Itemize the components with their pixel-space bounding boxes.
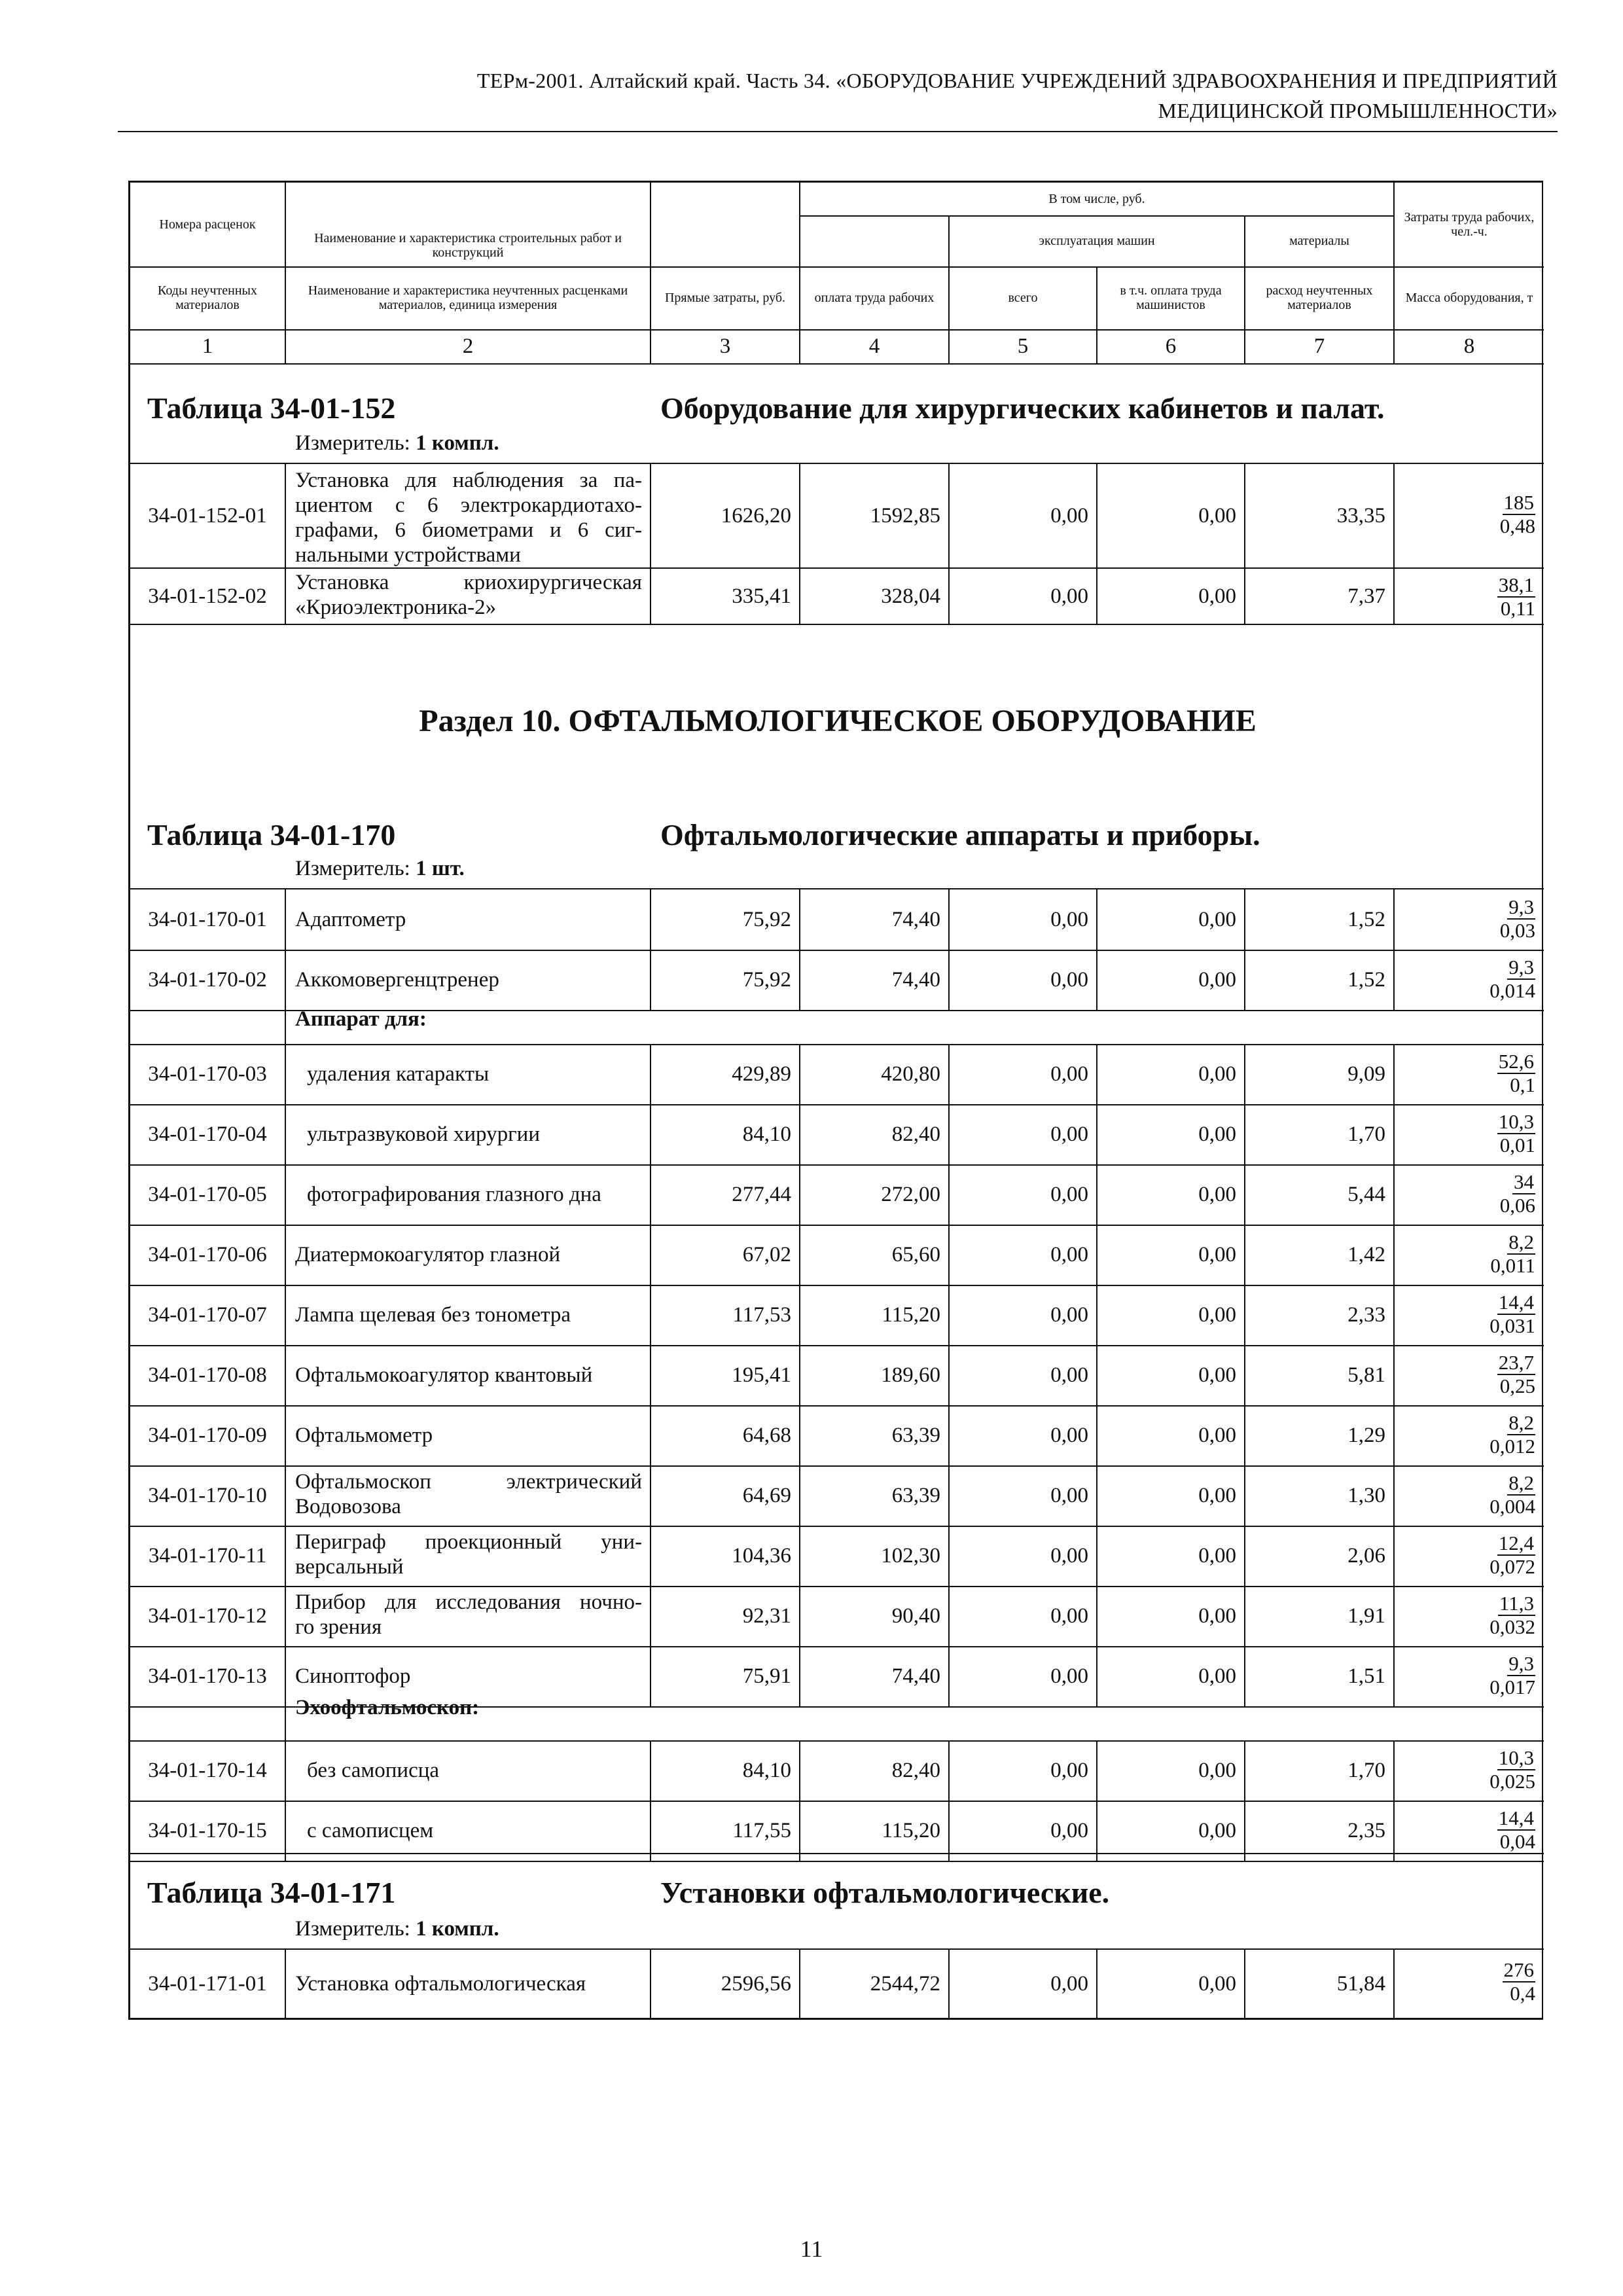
machines-total: 0,00 bbox=[1050, 1664, 1088, 1688]
work-name: без самописца bbox=[307, 1759, 440, 1782]
labor-mass-fraction bbox=[1489, 1653, 1535, 1698]
labor-pay: 74,40 bbox=[891, 1664, 940, 1688]
column-number: 7 bbox=[1313, 334, 1325, 358]
work-name: Синоптофор bbox=[295, 1664, 411, 1688]
header-labor-pay: оплата труда рабочих bbox=[814, 291, 935, 305]
rate-code: 34-01-170-13 bbox=[148, 1664, 267, 1688]
machines-total: 0,00 bbox=[1050, 1483, 1088, 1507]
labor-mass-fraction bbox=[1489, 1291, 1535, 1337]
labor-hours: 9,3 bbox=[1508, 1652, 1534, 1675]
labor-hours: 8,2 bbox=[1508, 1411, 1534, 1434]
labor-hours: 14,4 bbox=[1498, 1291, 1534, 1314]
labor-pay: 65,60 bbox=[891, 1242, 940, 1266]
page-number: 11 bbox=[800, 2236, 823, 2262]
labor-pay: 115,20 bbox=[882, 1302, 940, 1327]
materials-cost: 1,51 bbox=[1347, 1664, 1385, 1688]
labor-hours: 10,3 bbox=[1498, 1110, 1534, 1133]
rate-code: 34-01-170-15 bbox=[148, 1818, 267, 1842]
machines-total: 0,00 bbox=[1050, 1182, 1088, 1206]
materials-cost: 1,30 bbox=[1347, 1483, 1385, 1507]
rate-code: 34-01-170-05 bbox=[148, 1182, 267, 1206]
labor-mass-fraction bbox=[1497, 574, 1535, 620]
labor-mass-fraction bbox=[1490, 1231, 1535, 1277]
labor-hours: 34 bbox=[1514, 1170, 1534, 1193]
direct-costs: 1626,20 bbox=[721, 503, 791, 528]
operators-pay: 0,00 bbox=[1198, 1483, 1236, 1507]
materials-cost: 2,06 bbox=[1347, 1543, 1385, 1568]
labor-pay: 90,40 bbox=[891, 1604, 940, 1628]
direct-costs: 67,02 bbox=[742, 1242, 791, 1266]
materials-cost: 1,70 bbox=[1347, 1122, 1385, 1146]
labor-hours: 9,3 bbox=[1508, 895, 1534, 918]
operators-pay: 0,00 bbox=[1198, 1242, 1236, 1266]
equipment-mass: 0,012 bbox=[1489, 1435, 1535, 1458]
header-material-description: Наименование и характеристика неучтенных расценками материалов, единица измерения bbox=[308, 283, 628, 312]
rate-code: 34-01-170-01 bbox=[148, 907, 267, 931]
labor-pay: 82,40 bbox=[891, 1122, 940, 1146]
work-name: Аккомовергенцтренер bbox=[295, 968, 499, 992]
equipment-mass: 0,032 bbox=[1489, 1615, 1535, 1638]
column-number: 2 bbox=[462, 334, 474, 358]
equipment-mass: 0,48 bbox=[1499, 514, 1535, 537]
equipment-mass: 0,004 bbox=[1489, 1495, 1535, 1518]
labor-mass-fraction bbox=[1489, 1472, 1535, 1518]
operators-pay: 0,00 bbox=[1198, 1971, 1236, 1996]
labor-hours: 12,4 bbox=[1498, 1532, 1534, 1554]
operators-pay: 0,00 bbox=[1198, 1604, 1236, 1628]
rate-code: 34-01-170-06 bbox=[148, 1242, 267, 1266]
direct-costs: 2596,56 bbox=[721, 1971, 791, 1996]
rate-code: 34-01-170-04 bbox=[148, 1122, 267, 1146]
operators-pay: 0,00 bbox=[1198, 1182, 1236, 1206]
labor-pay: 1592,85 bbox=[870, 503, 940, 528]
labor-hours: 52,6 bbox=[1498, 1050, 1534, 1073]
rate-code: 34-01-170-07 bbox=[148, 1302, 267, 1327]
operators-pay: 0,00 bbox=[1198, 503, 1236, 528]
machines-total: 0,00 bbox=[1050, 907, 1088, 931]
operators-pay: 0,00 bbox=[1198, 1062, 1236, 1086]
direct-costs: 75,91 bbox=[742, 1664, 791, 1688]
direct-costs: 117,53 bbox=[732, 1302, 791, 1327]
rate-code: 34-01-170-02 bbox=[148, 967, 267, 992]
equipment-mass: 0,017 bbox=[1489, 1676, 1535, 1698]
materials-cost: 1,52 bbox=[1347, 907, 1385, 931]
materials-cost: 1,91 bbox=[1347, 1604, 1385, 1628]
operators-pay: 0,00 bbox=[1198, 1363, 1236, 1387]
header-direct-costs: Прямые затраты, руб. bbox=[664, 291, 786, 305]
rate-code: 34-01-170-08 bbox=[148, 1363, 267, 1387]
machines-total: 0,00 bbox=[1050, 1818, 1088, 1842]
materials-cost: 9,09 bbox=[1347, 1062, 1385, 1086]
materials-cost: 7,37 bbox=[1347, 584, 1385, 608]
labor-mass-fraction bbox=[1497, 1352, 1535, 1397]
materials-cost: 1,70 bbox=[1347, 1758, 1385, 1782]
running-head-line-2: МЕДИЦИНСКОЙ ПРОМЫШЛЕННОСТИ» bbox=[1158, 99, 1558, 122]
operators-pay: 0,00 bbox=[1198, 1758, 1236, 1782]
operators-pay: 0,00 bbox=[1198, 1664, 1236, 1688]
labor-mass-fraction bbox=[1489, 1592, 1535, 1638]
labor-pay: 115,20 bbox=[882, 1818, 940, 1842]
machines-total: 0,00 bbox=[1050, 967, 1088, 992]
labor-mass-fraction bbox=[1489, 1412, 1535, 1458]
section-title: Раздел 10. ОФТАЛЬМОЛОГИЧЕСКОЕ ОБОРУДОВАНИЕ bbox=[419, 704, 1257, 738]
labor-mass-fraction bbox=[1500, 492, 1535, 537]
header-operators-pay: в т.ч. оплата труда машинистов bbox=[1120, 283, 1222, 312]
direct-costs: 335,41 bbox=[732, 584, 791, 608]
operators-pay: 0,00 bbox=[1198, 1302, 1236, 1327]
labor-mass-fraction bbox=[1497, 1050, 1535, 1096]
equipment-mass: 0,11 bbox=[1500, 597, 1535, 620]
operators-pay: 0,00 bbox=[1198, 1122, 1236, 1146]
labor-pay: 420,80 bbox=[881, 1062, 940, 1086]
work-name: Установка криохирургическая «Криоэлектроника-2» bbox=[295, 571, 642, 619]
header-rate-numbers: Номера расценок bbox=[159, 217, 256, 232]
machines-total: 0,00 bbox=[1050, 1543, 1088, 1568]
labor-mass-fraction bbox=[1500, 1171, 1535, 1217]
header-materials: материалы bbox=[1289, 234, 1349, 248]
labor-mass-fraction bbox=[1497, 1111, 1535, 1157]
materials-cost: 1,42 bbox=[1347, 1242, 1385, 1266]
labor-hours: 38,1 bbox=[1498, 573, 1534, 596]
labor-hours: 8,2 bbox=[1508, 1471, 1534, 1494]
table-170-label: Таблица 34-01-170 bbox=[147, 818, 396, 852]
labor-pay: 189,60 bbox=[881, 1363, 940, 1387]
equipment-mass: 0,01 bbox=[1499, 1134, 1535, 1157]
operators-pay: 0,00 bbox=[1198, 1818, 1236, 1842]
labor-pay: 328,04 bbox=[881, 584, 940, 608]
work-name: Адаптометр bbox=[295, 908, 406, 931]
work-name: удаления катаракты bbox=[307, 1062, 490, 1086]
group-heading-apparatus: Аппарат для: bbox=[295, 1007, 427, 1031]
materials-cost: 5,44 bbox=[1347, 1182, 1385, 1206]
direct-costs: 104,36 bbox=[732, 1543, 791, 1568]
equipment-mass: 0,03 bbox=[1499, 919, 1535, 942]
rate-code: 34-01-170-09 bbox=[148, 1423, 267, 1447]
labor-pay: 63,39 bbox=[891, 1423, 940, 1447]
header-labor-hours: Затраты труда рабочих, чел.-ч. bbox=[1404, 210, 1535, 239]
machines-total: 0,00 bbox=[1050, 1423, 1088, 1447]
work-name: Офтальмоскоп электрический Водовозова bbox=[295, 1470, 642, 1518]
table-152-title: Оборудование для хирургических кабинетов и палат. bbox=[660, 391, 1385, 425]
machines-total: 0,00 bbox=[1050, 584, 1088, 608]
operators-pay: 0,00 bbox=[1198, 1543, 1236, 1568]
direct-costs: 75,92 bbox=[742, 907, 791, 931]
operators-pay: 0,00 bbox=[1198, 1423, 1236, 1447]
header-machine-operation: эксплуатация машин bbox=[1039, 234, 1155, 248]
operators-pay: 0,00 bbox=[1198, 584, 1236, 608]
labor-pay: 82,40 bbox=[891, 1758, 940, 1782]
labor-hours: 276 bbox=[1503, 1958, 1534, 1981]
machines-total: 0,00 bbox=[1050, 1363, 1088, 1387]
table-171-meter: Измеритель: 1 компл. bbox=[295, 1917, 499, 1941]
direct-costs: 84,10 bbox=[742, 1758, 791, 1782]
work-name: Прибор для исследования ночно- го зрения bbox=[295, 1590, 642, 1639]
work-name: Офтальмометр bbox=[295, 1424, 433, 1447]
labor-hours: 14,4 bbox=[1498, 1806, 1534, 1829]
table-171-label: Таблица 34-01-171 bbox=[147, 1876, 396, 1909]
equipment-mass: 0,06 bbox=[1499, 1194, 1535, 1217]
rate-code: 34-01-170-10 bbox=[148, 1483, 267, 1507]
header-work-description: Наименование и характеристика строительных работ и конструкций bbox=[314, 231, 622, 260]
direct-costs: 429,89 bbox=[732, 1062, 791, 1086]
machines-total: 0,00 bbox=[1050, 1122, 1088, 1146]
equipment-mass: 0,072 bbox=[1489, 1555, 1535, 1578]
work-name: Лампа щелевая без тонометра bbox=[295, 1303, 571, 1327]
operators-pay: 0,00 bbox=[1198, 907, 1236, 931]
table-170-meter: Измеритель: 1 шт. bbox=[295, 857, 465, 880]
table-152-meter: Измеритель: 1 компл. bbox=[295, 431, 499, 455]
materials-cost: 2,33 bbox=[1347, 1302, 1385, 1327]
labor-mass-fraction bbox=[1500, 896, 1535, 942]
equipment-mass: 0,025 bbox=[1489, 1770, 1535, 1793]
column-number: 3 bbox=[719, 334, 731, 358]
materials-cost: 1,29 bbox=[1347, 1423, 1385, 1447]
equipment-mass: 0,031 bbox=[1489, 1314, 1535, 1337]
labor-pay: 102,30 bbox=[881, 1543, 940, 1568]
table-170-title: Офтальмологические аппараты и приборы. bbox=[660, 818, 1260, 852]
work-name: фотографирования глазного дна bbox=[307, 1183, 601, 1206]
equipment-mass: 0,1 bbox=[1510, 1073, 1535, 1096]
labor-hours: 9,3 bbox=[1508, 956, 1534, 978]
table-152-label: Таблица 34-01-152 bbox=[147, 391, 396, 425]
labor-mass-fraction bbox=[1489, 956, 1535, 1002]
direct-costs: 277,44 bbox=[732, 1182, 791, 1206]
equipment-mass: 0,04 bbox=[1499, 1830, 1535, 1853]
labor-mass-fraction bbox=[1497, 1807, 1535, 1853]
operators-pay: 0,00 bbox=[1198, 967, 1236, 992]
labor-mass-fraction bbox=[1489, 1532, 1535, 1578]
header-equipment-mass: Масса оборудования, т bbox=[1405, 291, 1533, 305]
rate-code: 34-01-170-14 bbox=[148, 1758, 267, 1782]
machines-total: 0,00 bbox=[1050, 1971, 1088, 1996]
work-name: с самописцем bbox=[307, 1819, 434, 1842]
labor-pay: 74,40 bbox=[891, 907, 940, 931]
running-head bbox=[118, 65, 1558, 126]
equipment-mass: 0,014 bbox=[1489, 979, 1535, 1002]
column-number: 1 bbox=[202, 334, 213, 358]
labor-pay: 63,39 bbox=[891, 1483, 940, 1507]
labor-hours: 11,3 bbox=[1499, 1592, 1534, 1615]
direct-costs: 84,10 bbox=[742, 1122, 791, 1146]
machines-total: 0,00 bbox=[1050, 1758, 1088, 1782]
labor-hours: 185 bbox=[1503, 491, 1534, 514]
work-name: Установка для наблюдения за па- циентом с 6 электрокардиотахо- графами, 6 биометрами и 6 сиг- нальными устройствами bbox=[295, 469, 642, 567]
labor-mass-fraction bbox=[1503, 1959, 1536, 2005]
labor-hours: 23,7 bbox=[1498, 1351, 1534, 1374]
table-171-title: Установки офтальмологические. bbox=[660, 1876, 1110, 1909]
header-machines-total: всего bbox=[1008, 291, 1038, 305]
labor-mass-fraction bbox=[1489, 1747, 1535, 1793]
materials-cost: 51,84 bbox=[1336, 1971, 1385, 1996]
header-rule bbox=[118, 131, 1558, 132]
labor-pay: 74,40 bbox=[891, 967, 940, 992]
column-number: 6 bbox=[1165, 334, 1177, 358]
running-head-line-1: ТЕРм-2001. Алтайский край. Часть 34. «ОБОРУДОВАНИЕ УЧРЕЖДЕНИЙ ЗДРАВООХРАНЕНИЯ И ПРЕДПРИЯТИЙ bbox=[476, 69, 1558, 92]
direct-costs: 64,69 bbox=[742, 1483, 791, 1507]
direct-costs: 195,41 bbox=[732, 1363, 791, 1387]
rate-code: 34-01-170-12 bbox=[148, 1604, 267, 1628]
rate-code: 34-01-171-01 bbox=[148, 1971, 267, 1996]
rate-code: 34-01-152-02 bbox=[148, 584, 267, 608]
rate-code: 34-01-170-03 bbox=[148, 1062, 267, 1086]
machines-total: 0,00 bbox=[1050, 503, 1088, 528]
machines-total: 0,00 bbox=[1050, 1062, 1088, 1086]
group-heading-echo: Эхоофтальмоскоп: bbox=[295, 1696, 480, 1719]
rate-code: 34-01-152-01 bbox=[148, 503, 267, 528]
direct-costs: 117,55 bbox=[732, 1818, 791, 1842]
rate-code: 34-01-170-11 bbox=[148, 1543, 267, 1568]
equipment-mass: 0,4 bbox=[1510, 1982, 1535, 2005]
materials-cost: 33,35 bbox=[1336, 503, 1385, 528]
machines-total: 0,00 bbox=[1050, 1604, 1088, 1628]
labor-hours: 10,3 bbox=[1498, 1746, 1534, 1769]
labor-pay: 272,00 bbox=[881, 1182, 940, 1206]
machines-total: 0,00 bbox=[1050, 1242, 1088, 1266]
work-name: Периграф проекционный уни- версальный bbox=[295, 1530, 642, 1579]
header-unaccounted-materials: расход неучтенных материалов bbox=[1266, 283, 1373, 312]
rates-table bbox=[128, 181, 1543, 2020]
column-number: 8 bbox=[1463, 334, 1475, 358]
work-name: ультразвуковой хирургии bbox=[307, 1122, 540, 1146]
labor-pay: 2544,72 bbox=[870, 1971, 940, 1996]
work-name: Офтальмокоагулятор квантовый bbox=[295, 1363, 593, 1387]
header-material-codes: Коды неучтенных материалов bbox=[158, 283, 257, 312]
materials-cost: 2,35 bbox=[1347, 1818, 1385, 1842]
work-name: Диатермокоагулятор глазной bbox=[295, 1243, 561, 1266]
work-name: Установка офтальмологическая bbox=[295, 1972, 586, 1996]
direct-costs: 92,31 bbox=[742, 1604, 791, 1628]
machines-total: 0,00 bbox=[1050, 1302, 1088, 1327]
materials-cost: 1,52 bbox=[1347, 967, 1385, 992]
header-including: В том числе, руб. bbox=[1048, 192, 1145, 206]
direct-costs: 64,68 bbox=[742, 1423, 791, 1447]
direct-costs: 75,92 bbox=[742, 967, 791, 992]
equipment-mass: 0,25 bbox=[1499, 1374, 1535, 1397]
column-number: 4 bbox=[868, 334, 880, 358]
materials-cost: 5,81 bbox=[1347, 1363, 1385, 1387]
equipment-mass: 0,011 bbox=[1490, 1254, 1535, 1277]
column-number: 5 bbox=[1017, 334, 1029, 358]
labor-hours: 8,2 bbox=[1508, 1230, 1534, 1253]
